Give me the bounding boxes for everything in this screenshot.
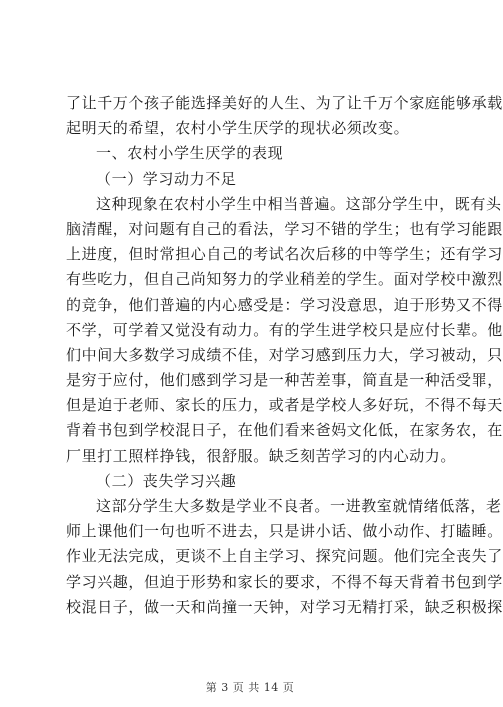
subsection-heading: （一）学习动力不足 [96, 169, 237, 188]
text-line: 脑清醒，对问题有自己的看法，学习不错的学生；也有学习能跟 [66, 219, 503, 238]
text-line: 作业无法完成，更谈不上自主学习、探究问题。他们完全丧失了 [66, 547, 503, 566]
text-line: 的竞争，他们普遍的内心感受是：学习没意思，迫于形势又不得 [66, 295, 503, 314]
paragraph-first-line: 这种现象在农村小学生中相当普遍。这部分学生中，既有头 [96, 194, 502, 213]
document-body [66, 91, 503, 620]
text-line: 了让千万个孩子能选择美好的人生、为了让千万个家庭能够承载 [66, 94, 503, 112]
section-heading: 一、农村小学生厌学的表现 [96, 144, 284, 163]
text-line: 背着书包到学校混日子，在他们看来爸妈文化低，在家务农，在 [66, 421, 503, 440]
text-line: 师上课他们一句也听不进去，只是讲小话、做小动作、打瞌睡。 [66, 522, 503, 541]
text-line: 起明天的希望，农村小学生厌学的现状必须改变。 [66, 119, 410, 138]
subsection-heading: （二）丧失学习兴趣 [96, 471, 237, 490]
text-line: 是穷于应付，他们感到学习是一种苦差事，简直是一种活受罪， [66, 371, 503, 390]
page-footer: 第 3 页 共 14 页 [205, 681, 295, 694]
text-line: 们中间大多数学习成绩不佳，对学习感到压力大，学习被动，只 [66, 345, 503, 364]
text-line: 学习兴趣，但迫于形势和家长的要求，不得不每天背着书包到学 [66, 572, 503, 591]
text-line: 不学，可学着又觉没有动力。有的学生进学校只是应付长辈。他 [66, 320, 503, 339]
text-line: 有些吃力，但自己尚知努力的学业稍差的学生。面对学校中激烈 [66, 270, 503, 289]
paragraph-first-line: 这部分学生大多数是学业不良者。一进教室就情绪低落，老 [96, 497, 502, 515]
text-line: 但是迫于老师、家长的压力，或者是学校人多好玩，不得不每天 [66, 396, 503, 415]
text-line: 上进度，但时常担心自己的考试名次后移的中等学生；还有学习 [66, 245, 503, 264]
text-line: 厂里打工照样挣钱，很舒服。缺乏刻苦学习的内心动力。 [66, 446, 457, 465]
text-line: 校混日子，做一天和尚撞一天钟，对学习无精打采，缺乏积极探 [66, 597, 503, 616]
